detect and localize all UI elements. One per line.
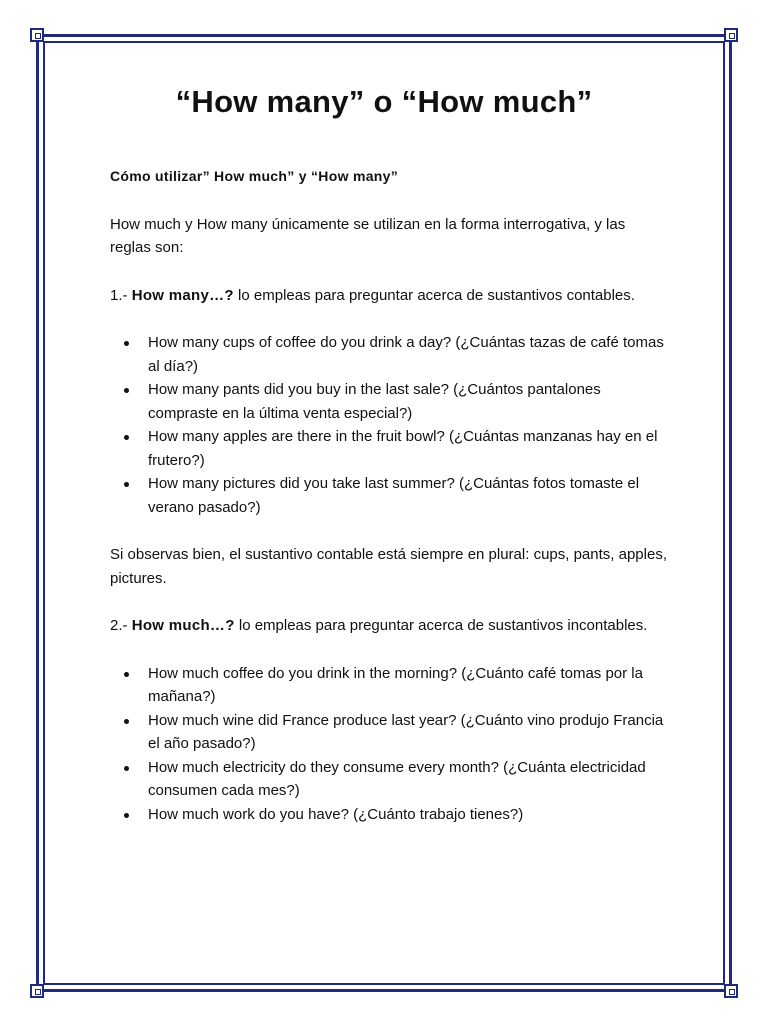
list-item xyxy=(110,378,670,425)
section-1-heading xyxy=(110,284,670,308)
list-item xyxy=(110,472,670,519)
bullet-icon xyxy=(124,719,129,724)
list-item-text: How much coffee do you drink in the morning? (¿Cuánto café tomas por la mañana?) xyxy=(148,664,643,705)
section-2-examples xyxy=(110,662,670,827)
corner-ornament-top-right xyxy=(724,28,738,42)
bullet-icon xyxy=(124,341,129,346)
subtitle: Cómo utilizar” How much” y “How many” xyxy=(110,168,399,184)
list-item xyxy=(110,709,670,756)
section-2-keyword: How much…? xyxy=(131,617,235,634)
bullet-icon xyxy=(124,435,129,440)
bullet-icon xyxy=(124,388,129,393)
corner-ornament-bottom-left xyxy=(30,984,44,998)
section-1-keyword: How many…? xyxy=(131,286,234,304)
section-2-number: 2.- xyxy=(110,617,128,634)
page-title: “How many” o “How much” xyxy=(175,84,593,119)
list-item-text: How much work do you have? (¿Cuánto trabajo tienes?) xyxy=(148,805,524,823)
bullet-icon xyxy=(124,766,129,771)
section-2-description: lo empleas para preguntar acerca de sustantivos incontables. xyxy=(234,617,648,634)
list-item-text: How much electricity do they consume every month? (¿Cuánta electricidad consumen cada mes?) xyxy=(148,758,646,799)
list-item-text: How much wine did France produce last year? (¿Cuánto vino produjo Francia el año pasado?) xyxy=(148,711,664,752)
bullet-icon xyxy=(124,482,129,487)
observation-paragraph: Si observas bien, el sustantivo contable está siempre en plural: cups, pants, apples, pictures. xyxy=(110,546,667,587)
section-1-number: 1.- xyxy=(110,286,128,304)
list-item xyxy=(110,803,670,827)
bullet-icon xyxy=(124,672,129,677)
corner-ornament-bottom-right xyxy=(724,984,738,998)
list-item xyxy=(110,662,670,709)
section-2-heading xyxy=(110,614,670,638)
list-item-text: How many pictures did you take last summer? (¿Cuántas fotos tomaste el verano pasado?) xyxy=(148,475,640,516)
list-item xyxy=(110,425,670,472)
list-item xyxy=(110,756,670,803)
section-1-examples xyxy=(110,331,670,519)
section-1-description: lo empleas para preguntar acerca de sustantivos contables. xyxy=(233,286,635,304)
list-item xyxy=(110,331,670,378)
intro-paragraph: How much y How many únicamente se utilizan en la forma interrogativa, y las reglas son: xyxy=(110,215,626,256)
corner-ornament-top-left xyxy=(30,28,44,42)
bullet-icon xyxy=(124,813,129,818)
document-body xyxy=(110,165,670,850)
list-item-text: How many apples are there in the fruit bowl? (¿Cuántas manzanas hay en el frutero?) xyxy=(148,428,658,469)
list-item-text: How many pants did you buy in the last sale? (¿Cuántos pantalones compraste en la última venta especial?) xyxy=(148,381,601,422)
list-item-text: How many cups of coffee do you drink a day? (¿Cuántas tazas de café tomas al día?) xyxy=(148,334,664,375)
